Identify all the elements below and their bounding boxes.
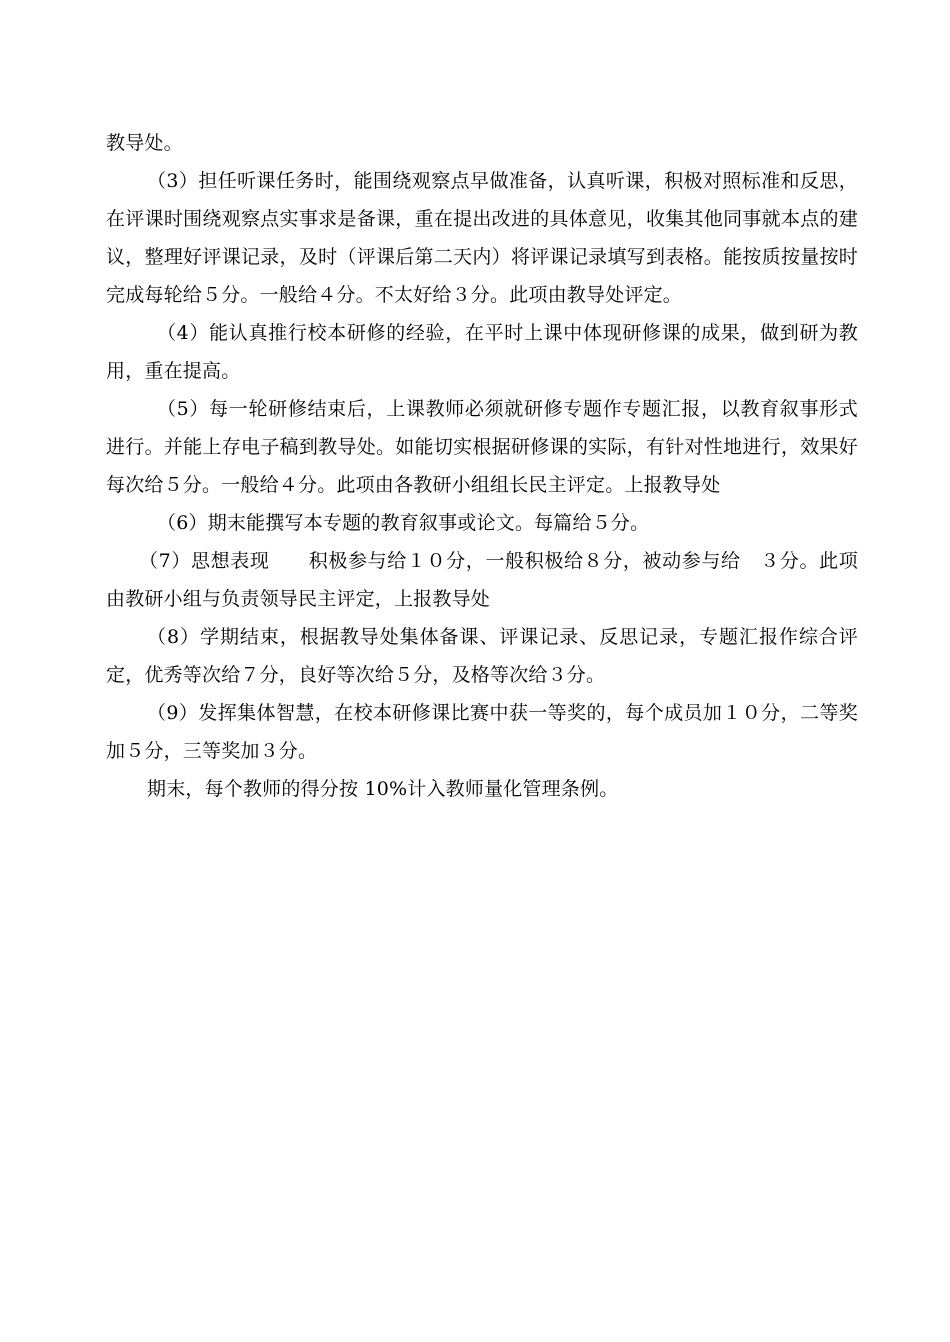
paragraph-item-7: （7）思想表现 积极参与给１０分，一般积极给８分，被动参与给 ３分。此项由教研小组与负责领导民主评定，上报教导处 — [106, 550, 858, 610]
paragraph-item-5: （5）每一轮研修结束后，上课教师必须就研修专题作专题汇报，以教育叙事形式进行。并能上存电子稿到教导处。如能切实根据研修课的实际，有针对性地进行，效果好每次给５分。一般给４分。此项由各教研小组组长民主评定。上报教导处 — [106, 398, 858, 496]
paragraph-summary: 期末，每个教师的得分按 10%计入教师量化管理条例。 — [147, 778, 619, 800]
paragraph-continuation: 教导处。 — [106, 132, 183, 154]
paragraph-item-3: （3）担任听课任务时，能围绕观察点早做准备，认真听课，积极对照标准和反思，在评课时围绕观察点实事求是备课，重在提出改进的具体意见，收集其他同事就本点的建议，整理好评课记录，及时（评课后第二天内）将评课记录填写到表格。能按质按量按时完成每轮给５分。一般给４分。不太好给３分。此项由教导处评定。 — [106, 170, 858, 306]
paragraph-item-9: （9）发挥集体智慧，在校本研修课比赛中获一等奖的，每个成员加１０分，二等奖加５分，三等奖加３分。 — [106, 702, 858, 762]
document-body — [106, 124, 858, 808]
paragraph-item-6: （6）期末能撰写本专题的教育叙事或论文。每篇给５分。 — [157, 512, 650, 534]
paragraph-item-4: （4）能认真推行校本研修的经验，在平时上课中体现研修课的成果，做到研为教用，重在提高。 — [106, 322, 858, 382]
paragraph-item-8: （8）学期结束，根据教导处集体备课、评课记录、反思记录，专题汇报作综合评定，优秀等次给７分，良好等次给５分，及格等次给３分。 — [106, 626, 858, 686]
